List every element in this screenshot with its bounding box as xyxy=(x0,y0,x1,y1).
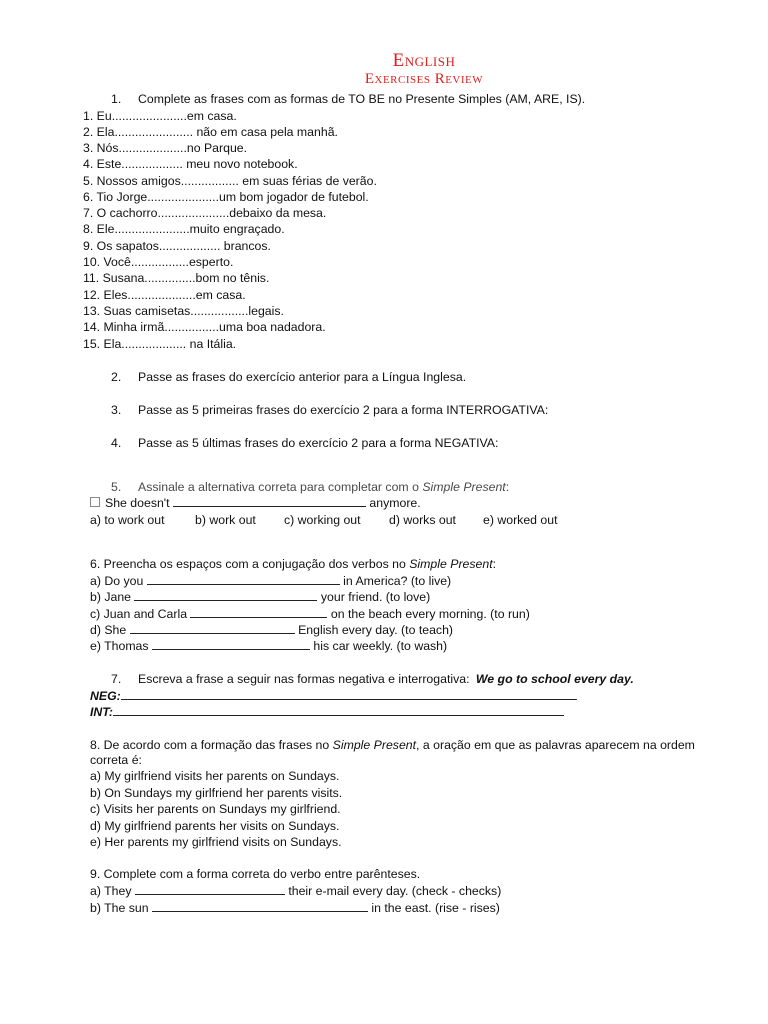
list-item xyxy=(90,589,430,605)
list-item xyxy=(90,573,451,589)
exercise-8-heading-line2: correta é: xyxy=(90,753,142,767)
item-prefix: b) The sun xyxy=(90,901,149,915)
item-prefix: d) She xyxy=(90,623,127,637)
list-item: 13. Suas camisetas.................legais. xyxy=(83,304,284,318)
exercise-5-options xyxy=(90,512,558,528)
punctuation: : xyxy=(492,557,497,571)
answer-blank[interactable] xyxy=(152,900,368,912)
list-item: 14. Minha irmã................uma boa nadadora. xyxy=(83,320,326,334)
item-suffix: in the east. (rise - rises) xyxy=(371,901,500,915)
exercise-5-heading xyxy=(111,479,509,495)
list-item: 6. Tio Jorge.....................um bom jogador de futebol. xyxy=(83,190,369,204)
exercise-9-heading: 9. Complete com a forma correta do verbo entre parênteses. xyxy=(90,867,421,881)
interrogative-answer-line xyxy=(90,704,564,720)
list-item: 8. Ele......................muito engraçado. xyxy=(83,222,285,236)
neg-label: NEG: xyxy=(90,689,121,703)
exercise-number: 1. xyxy=(111,92,122,106)
option-d[interactable]: d) My girlfriend parents her visits on Sundays. xyxy=(90,819,340,833)
exercise-6-heading xyxy=(90,556,496,572)
item-prefix: a) Do you xyxy=(90,574,144,588)
exercise-8-heading xyxy=(90,737,695,753)
exercise-7-heading xyxy=(111,671,634,687)
exercise-instruction-cont: , a oração em que as palavras aparecem na ordem xyxy=(416,738,695,752)
page-subtitle: Exercises Review xyxy=(364,71,484,87)
list-item xyxy=(90,638,447,654)
sentence-start: She doesn't xyxy=(105,496,170,510)
option-a[interactable]: a) My girlfriend visits her parents on Sundays. xyxy=(90,769,340,783)
exercise-number: 7. xyxy=(111,672,122,686)
option-c[interactable]: c) Visits her parents on Sundays my girlfriend. xyxy=(90,802,341,816)
exercise-instruction: Passe as 5 últimas frases do exercício 2 para a forma NEGATIVA: xyxy=(138,436,499,450)
exercise-2-heading xyxy=(111,369,466,385)
exercise-instruction: Assinale a alternativa correta para completar com o xyxy=(138,480,423,494)
option-c[interactable]: c) working out xyxy=(284,513,361,527)
option-a[interactable]: a) to work out xyxy=(90,513,165,527)
list-item: 9. Os sapatos.................. brancos. xyxy=(83,239,271,253)
item-prefix: a) They xyxy=(90,884,132,898)
option-d[interactable]: d) works out xyxy=(389,513,456,527)
exercise-5-sentence xyxy=(90,495,421,511)
punctuation: : xyxy=(505,480,510,494)
answer-blank[interactable] xyxy=(121,688,577,700)
term-simple-present: Simple Present xyxy=(409,557,493,571)
int-label: INT: xyxy=(90,705,113,719)
list-item: 5. Nossos amigos................. em suas férias de verão. xyxy=(83,174,377,188)
answer-blank[interactable] xyxy=(130,622,295,634)
answer-blank[interactable] xyxy=(135,883,285,895)
option-b[interactable]: b) work out xyxy=(195,513,256,527)
checkbox-icon xyxy=(90,497,100,507)
exercise-3-heading xyxy=(111,402,548,418)
negative-answer-line xyxy=(90,688,577,704)
list-item: 4. Este.................. meu novo notebook. xyxy=(83,157,298,171)
list-item: 1. Eu......................em casa. xyxy=(83,109,237,123)
answer-blank[interactable] xyxy=(113,704,564,716)
term-simple-present: Simple Present xyxy=(332,738,417,752)
item-suffix: their e-mail every day. (check - checks) xyxy=(288,884,502,898)
item-suffix: your friend. (to love) xyxy=(320,590,431,604)
item-suffix: English every day. (to teach) xyxy=(298,623,454,637)
exercise-number: 5. xyxy=(111,480,122,494)
item-prefix: c) Juan and Carla xyxy=(90,607,188,621)
item-prefix: b) Jane xyxy=(90,590,132,604)
option-e[interactable]: e) worked out xyxy=(483,513,558,527)
term-simple-present: Simple Present xyxy=(422,480,506,494)
exercise-instruction: Complete as frases com as formas de TO BE no Presente Simples (AM, ARE, IS). xyxy=(138,92,586,106)
list-item: 15. Ela................... na Itália. xyxy=(83,337,237,351)
exercise-sentence: We go to school every day. xyxy=(475,672,634,686)
answer-blank[interactable] xyxy=(134,589,317,601)
list-item: 2. Ela....................... não em casa pela manhã. xyxy=(83,125,338,139)
item-suffix: his car weekly. (to wash) xyxy=(313,639,448,653)
list-item: 3. Nós....................no Parque. xyxy=(83,141,248,155)
exercise-1-heading xyxy=(111,91,585,107)
list-item: 11. Susana...............bom no tênis. xyxy=(83,271,270,285)
item-suffix: in America? (to live) xyxy=(343,574,452,588)
answer-blank[interactable] xyxy=(173,495,366,507)
list-item: 12. Eles....................em casa. xyxy=(83,288,246,302)
item-prefix: e) Thomas xyxy=(90,639,149,653)
list-item xyxy=(90,883,501,899)
answer-blank[interactable] xyxy=(152,638,310,650)
option-b[interactable]: b) On Sundays my girlfriend her parents visits. xyxy=(90,786,343,800)
exercise-instruction: 6. Preencha os espaços com a conjugação dos verbos no xyxy=(90,557,410,571)
exercise-number: 3. xyxy=(111,403,122,417)
answer-blank[interactable] xyxy=(190,606,327,618)
sentence-end: anymore. xyxy=(369,496,421,510)
exercise-number: 4. xyxy=(111,436,122,450)
list-item: 10. Você.................esperto. xyxy=(83,255,234,269)
exercise-instruction: Escreva a frase a seguir nas formas negativa e interrogativa: xyxy=(138,672,470,686)
exercise-4-heading xyxy=(111,435,498,451)
exercise-number: 2. xyxy=(111,370,122,384)
answer-blank[interactable] xyxy=(147,573,340,585)
list-item xyxy=(90,622,453,638)
list-item xyxy=(90,606,530,622)
option-e[interactable]: e) Her parents my girlfriend visits on Sundays. xyxy=(90,835,342,849)
item-suffix: on the beach every morning. (to run) xyxy=(330,607,530,621)
exercise-instruction: 8. De acordo com a formação das frases no xyxy=(90,738,333,752)
page-title: English xyxy=(392,50,456,71)
list-item: 7. O cachorro.....................debaixo da mesa. xyxy=(83,206,327,220)
exercise-instruction: Passe as frases do exercício anterior para a Língua Inglesa. xyxy=(138,370,467,384)
exercise-instruction: Passe as 5 primeiras frases do exercício 2 para a forma INTERROGATIVA: xyxy=(138,403,549,417)
list-item xyxy=(90,900,500,916)
